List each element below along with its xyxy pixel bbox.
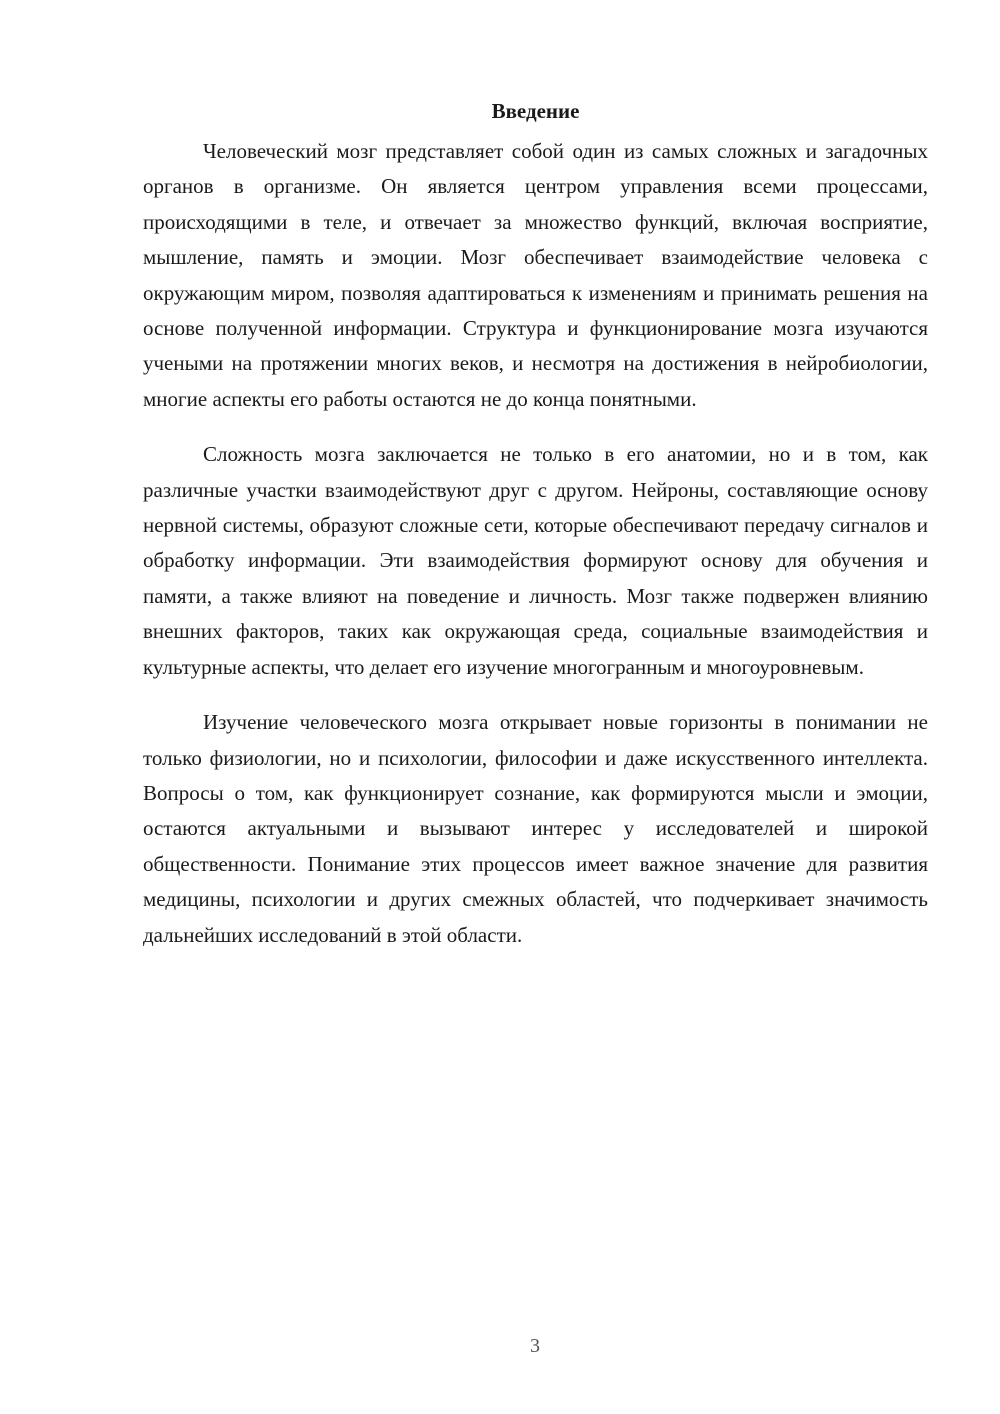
paragraph-1: Человеческий мозг представляет собой один из самых сложных и загадочных органов в организме. Он является центром управления всеми процессами, происходящими в теле, и отвечает за множество функций, включая восприятие, мышление, память и эмоции. Мозг обеспечивает взаимодействие человека с окружающим миром, позволяя адаптироваться к изменениям и принимать решения на основе полученной информации. Структура и функционирование мозга изучаются учеными на протяжении многих веков, и несмотря на достижения в нейробиологии, многие аспекты его работы остаются не до конца понятными. [143,139,928,411]
paragraph-3: Изучение человеческого мозга открывает новые горизонты в понимании не только физиологии, но и психологии, философии и даже искусственного интеллекта. Вопросы о том, как функционирует сознание, как формируются мысли и эмоции, остаются актуальными и вызывают интерес у исследователей и широкой общественности. Понимание этих процессов имеет важное значение для развития медицины, психологии и других смежных областей, что подчеркивает значимость дальнейших исследований в этой области. [143,710,928,947]
section-heading: Введение [491,99,580,123]
page-number: 3 [530,1335,540,1357]
paragraph-2: Сложность мозга заключается не только в его анатомии, но и в том, как различные участки взаимодействуют друг с другом. Нейроны, составляющие основу нервной системы, образуют сложные сети, которые обеспечивают передачу сигналов и обработку информации. Эти взаимодействия формируют основу для обучения и памяти, а также влияют на поведение и личность. Мозг также подвержен влиянию внешних факторов, таких как окружающая среда, социальные взаимодействия и культурные аспекты, что делает его изучение многогранным и многоуровневым. [143,442,928,679]
document-body [143,94,928,953]
